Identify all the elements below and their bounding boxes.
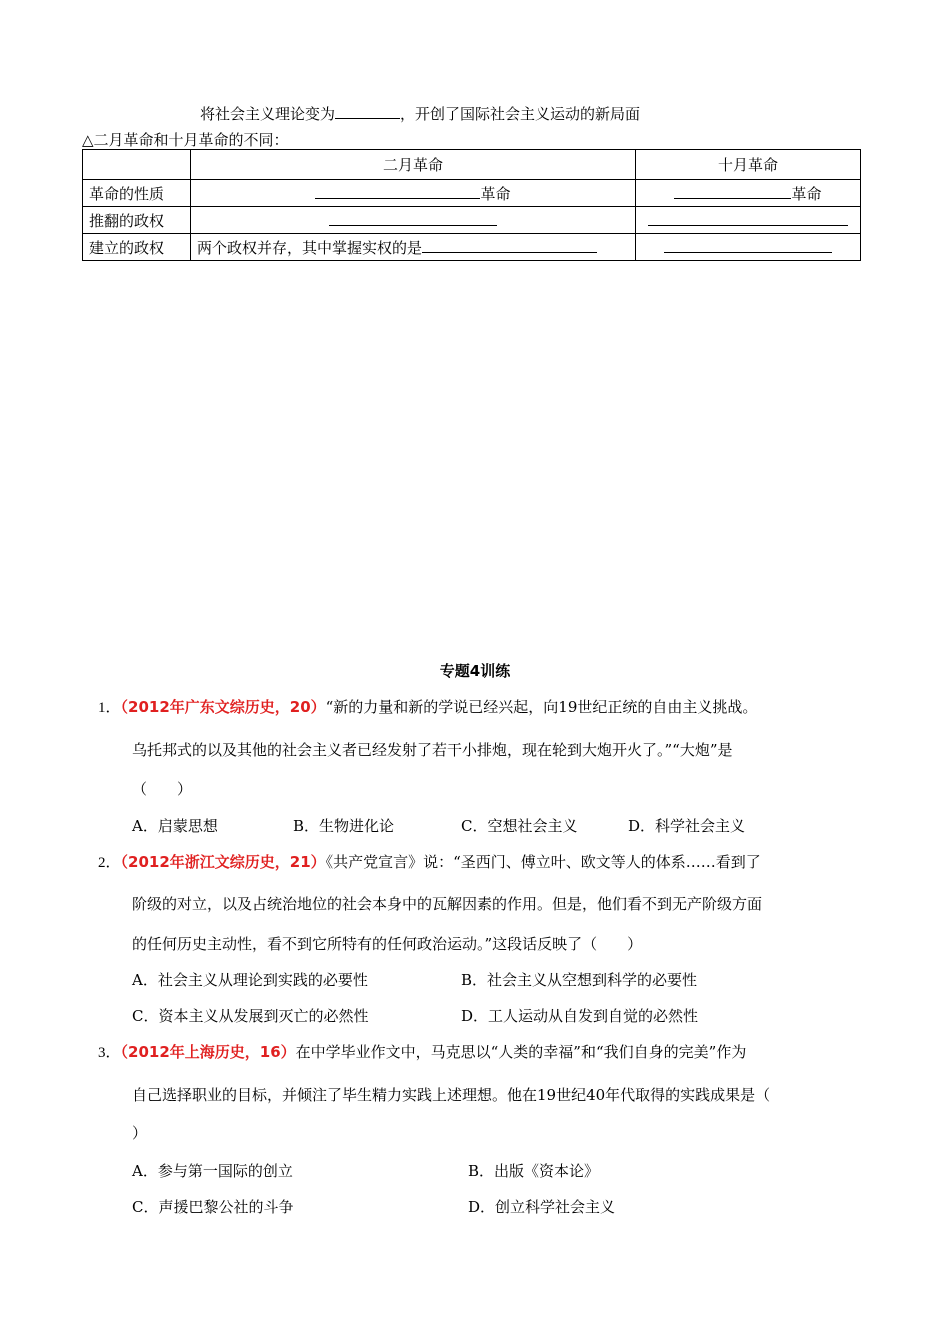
question-number: 2． (98, 855, 121, 871)
revolution-compare-table (82, 149, 861, 261)
cell-feb-overthrown (191, 207, 636, 234)
row-label-overthrown: 推翻的政权 (83, 207, 191, 234)
compare-heading: △二月革命和十月革命的不同： (82, 131, 289, 149)
option-c[interactable]: C．空想社会主义 (461, 817, 578, 835)
cell-feb-established (191, 234, 636, 261)
row-label-established: 建立的政权 (83, 234, 191, 261)
question-line: ） (132, 1124, 148, 1142)
question-number: 1． (98, 700, 121, 716)
question-source: （2012年浙江文综历史，21） (120, 853, 326, 871)
question-line: 阶级的对立，以及占统治地位的社会本身中的瓦解因素的作用。但是，他们看不到无产阶级方面 (132, 895, 763, 913)
question-line: 自己选择职业的目标，并倾注了毕生精力实践上述理想。他在19世纪40年代取得的实践成果是（ (132, 1086, 771, 1104)
question-number: 3． (98, 1045, 121, 1061)
header-cell-february: 二月革命 (191, 150, 636, 180)
row-label-nature: 革命的性质 (83, 180, 191, 207)
cell-text: 两个政权并存，其中掌握实权的是 (197, 238, 423, 257)
fill-blank[interactable] (674, 184, 791, 199)
cell-oct-established (636, 234, 861, 261)
table-header-row (83, 150, 861, 180)
cell-oct-nature (636, 180, 861, 207)
fill-blank[interactable] (422, 238, 597, 253)
fill-blank[interactable] (664, 238, 832, 253)
fill-blank[interactable] (315, 184, 480, 199)
table-row (83, 207, 861, 234)
option-d[interactable]: D．工人运动从自发到自觉的必然性 (461, 1007, 699, 1025)
option-a[interactable]: A．启蒙思想 (132, 817, 218, 835)
question-source: （2012年广东文综历史，20） (120, 698, 326, 716)
fill-blank[interactable] (335, 104, 400, 119)
question-line: 的任何历史主动性，看不到它所特有的任何政治运动。”这段话反映了（ ） (132, 935, 643, 953)
option-b[interactable]: B．出版《资本论》 (468, 1162, 600, 1180)
question-line: （ ） (132, 780, 193, 798)
question-text: 《共产党宣言》说：“圣西门、傅立叶、欧文等人的体系……看到了 (325, 853, 761, 871)
option-b[interactable]: B．社会主义从空想到科学的必要性 (461, 971, 698, 989)
header-cell-empty (83, 150, 191, 180)
fill-blank[interactable] (329, 211, 497, 226)
option-b[interactable]: B．生物进化论 (293, 817, 395, 835)
cell-feb-nature (191, 180, 636, 207)
fill-blank[interactable] (648, 211, 848, 226)
header-cell-october: 十月革命 (636, 150, 861, 180)
question-line (98, 696, 757, 717)
option-d[interactable]: D．科学社会主义 (628, 817, 746, 835)
option-d[interactable]: D．创立科学社会主义 (468, 1198, 616, 1216)
option-c[interactable]: C．声援巴黎公社的斗争 (132, 1198, 294, 1216)
suffix-text: 革命 (480, 184, 511, 203)
question-line: 乌托邦式的以及其他的社会主义者已经发射了若干小排炮，现在轮到大炮开火了。”“大炮”是 (132, 741, 733, 759)
section-title: 专题4训练 (439, 662, 511, 680)
question-source: （2012年上海历史，16） (120, 1043, 296, 1061)
intro-pre: 将社会主义理论变为 (200, 105, 336, 123)
option-c[interactable]: C．资本主义从发展到灭亡的必然性 (132, 1007, 369, 1025)
intro-line (200, 103, 640, 124)
question-line (98, 1041, 746, 1062)
table-row (83, 234, 861, 261)
intro-post: ，开创了国际社会主义运动的新局面 (400, 105, 641, 123)
suffix-text: 革命 (791, 184, 822, 203)
question-text: “新的力量和新的学说已经兴起，向19世纪正统的自由主义挑战。 (325, 698, 758, 716)
question-text: 在中学毕业作文中，马克思以“人类的幸福”和“我们自身的完美”作为 (295, 1043, 747, 1061)
option-a[interactable]: A．社会主义从理论到实践的必要性 (132, 971, 368, 989)
option-a[interactable]: A．参与第一国际的创立 (132, 1162, 293, 1180)
table-row (83, 180, 861, 207)
question-line (98, 851, 761, 872)
cell-oct-overthrown (636, 207, 861, 234)
